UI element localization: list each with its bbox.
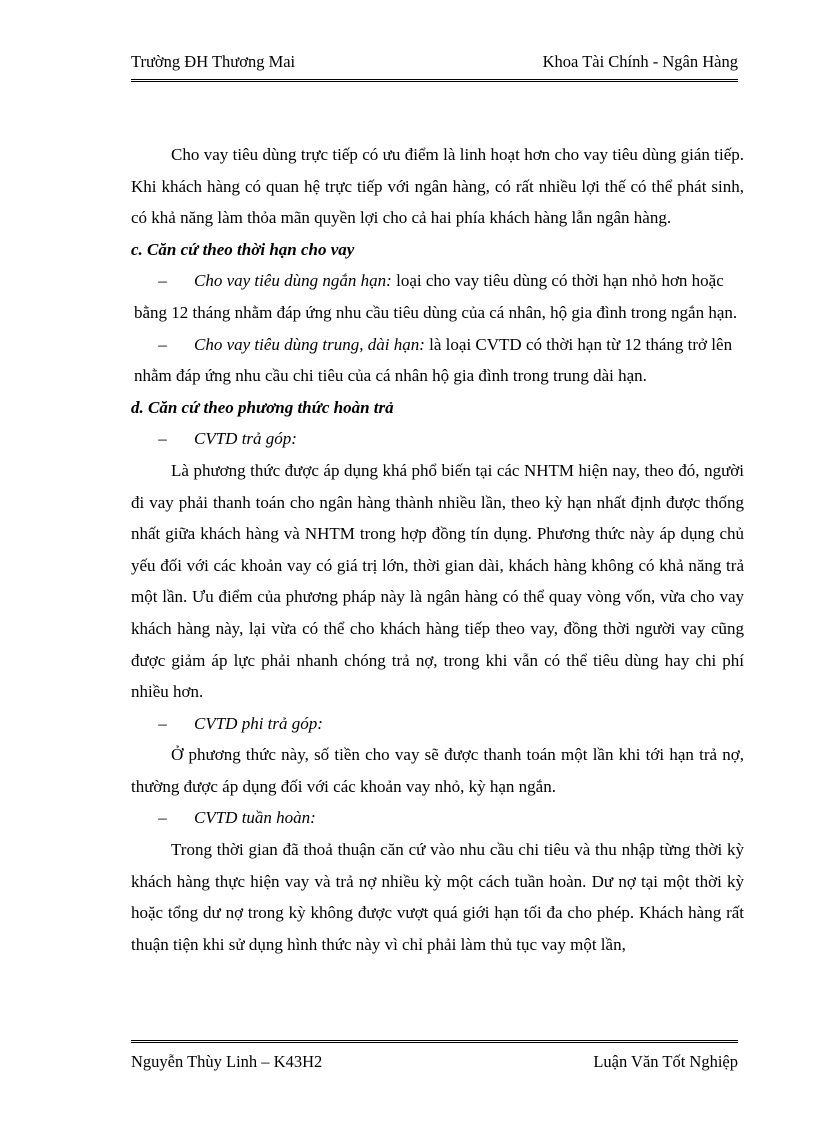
footer-doc-type: Luận Văn Tốt Nghiệp: [593, 1052, 738, 1071]
cont-short-term: bằng 12 tháng nhằm đáp ứng nhu cầu tiêu dùng của cá nhân, hộ gia đình trong ngắn hạn.: [134, 302, 738, 322]
page-header: [131, 52, 738, 76]
bullet-non-installment: [131, 708, 744, 740]
text-long-term: là loại CVTD có thời hạn từ 12 tháng trở lên: [424, 334, 733, 354]
header-rule: [131, 79, 738, 82]
bullet-long-term: [131, 329, 744, 361]
header-faculty: Khoa Tài Chính - Ngân Hàng: [542, 52, 738, 71]
paragraph-non-installment: Ở phương thức này, số tiền cho vay sẽ được thanh toán một lần khi tới hạn trả nợ, thường được áp dụng đối với các khoản vay nhỏ, kỳ hạn ngắn.: [131, 745, 744, 796]
term-installment: CVTD trả góp:: [194, 429, 297, 449]
bullet-revolving: [131, 802, 744, 834]
dash-marker: –: [158, 429, 167, 449]
text-short-term: loại cho vay tiêu dùng có thời hạn nhỏ hơn hoặc: [391, 271, 724, 291]
dash-marker: –: [158, 808, 167, 828]
term-short-term: Cho vay tiêu dùng ngắn hạn:: [194, 271, 392, 291]
dash-marker: –: [158, 713, 167, 733]
footer-rule: [131, 1040, 738, 1043]
paragraph-direct-loan: Cho vay tiêu dùng trực tiếp có ưu điểm là linh hoạt hơn cho vay tiêu dùng gián tiếp. Khi khách hàng có quan hệ trực tiếp với ngân hàng, có rất nhiều lợi thế có thể phát sinh, có khả năng làm thỏa mãn quyền lợi cho cả hai phía khách hàng lẫn ngân hàng.: [131, 145, 744, 228]
bullet-short-term: [131, 265, 744, 297]
page-footer: [131, 1052, 738, 1076]
header-school: Trường ĐH Thương Mai: [131, 52, 296, 71]
page-body: [131, 139, 744, 960]
footer-author: Nguyễn Thùy Linh – K43H2: [131, 1052, 323, 1071]
dash-marker: –: [158, 271, 167, 291]
paragraph-revolving: Trong thời gian đã thoả thuận căn cứ vào nhu cầu chi tiêu và thu nhập từng thời kỳ khách hàng thực hiện vay và trả nợ nhiều kỳ một cách tuần hoàn. Dư nợ tại một thời kỳ hoặc tổng dư nợ trong kỳ không được vượt quá giới hạn tối đa cho phép. Khách hàng rất thuận tiện khi sử dụng hình thức này vì chỉ phải làm thủ tục vay một lần,: [131, 840, 744, 954]
heading-c: c. Căn cứ theo thời hạn cho vay: [131, 239, 355, 259]
term-revolving: CVTD tuần hoàn:: [194, 808, 316, 828]
term-non-installment: CVTD phi trả góp:: [194, 713, 323, 733]
dash-marker: –: [158, 334, 167, 354]
term-long-term: Cho vay tiêu dùng trung, dài hạn:: [194, 334, 425, 354]
cont-long-term: nhằm đáp ứng nhu cầu chi tiêu của cá nhân hộ gia đình trong trung dài hạn.: [134, 366, 647, 386]
heading-d: d. Căn cứ theo phương thức hoàn trả: [131, 397, 394, 417]
bullet-installment: [131, 423, 744, 455]
paragraph-installment: Là phương thức được áp dụng khá phổ biến tại các NHTM hiện nay, theo đó, người đi vay phải thanh toán cho ngân hàng thành nhiều lần, theo kỳ hạn nhất định được thống nhất giữa khách hàng và NHTM trong hợp đồng tín dụng. Phương thức này áp dụng chủ yếu đối với các khoản vay có giá trị lớn, thời gian dài, khách hàng không có khả năng trả một lần. Ưu điểm của phương pháp này là ngân hàng có thể quay vòng vốn, vừa cho vay khách hàng này, lại vừa có thể cho khách hàng tiếp theo vay, đồng thời người vay cũng được giảm áp lực phải nhanh chóng trả nợ, trong khi vẫn có thể tiêu dùng hay chi phí nhiều hơn.: [131, 460, 744, 702]
